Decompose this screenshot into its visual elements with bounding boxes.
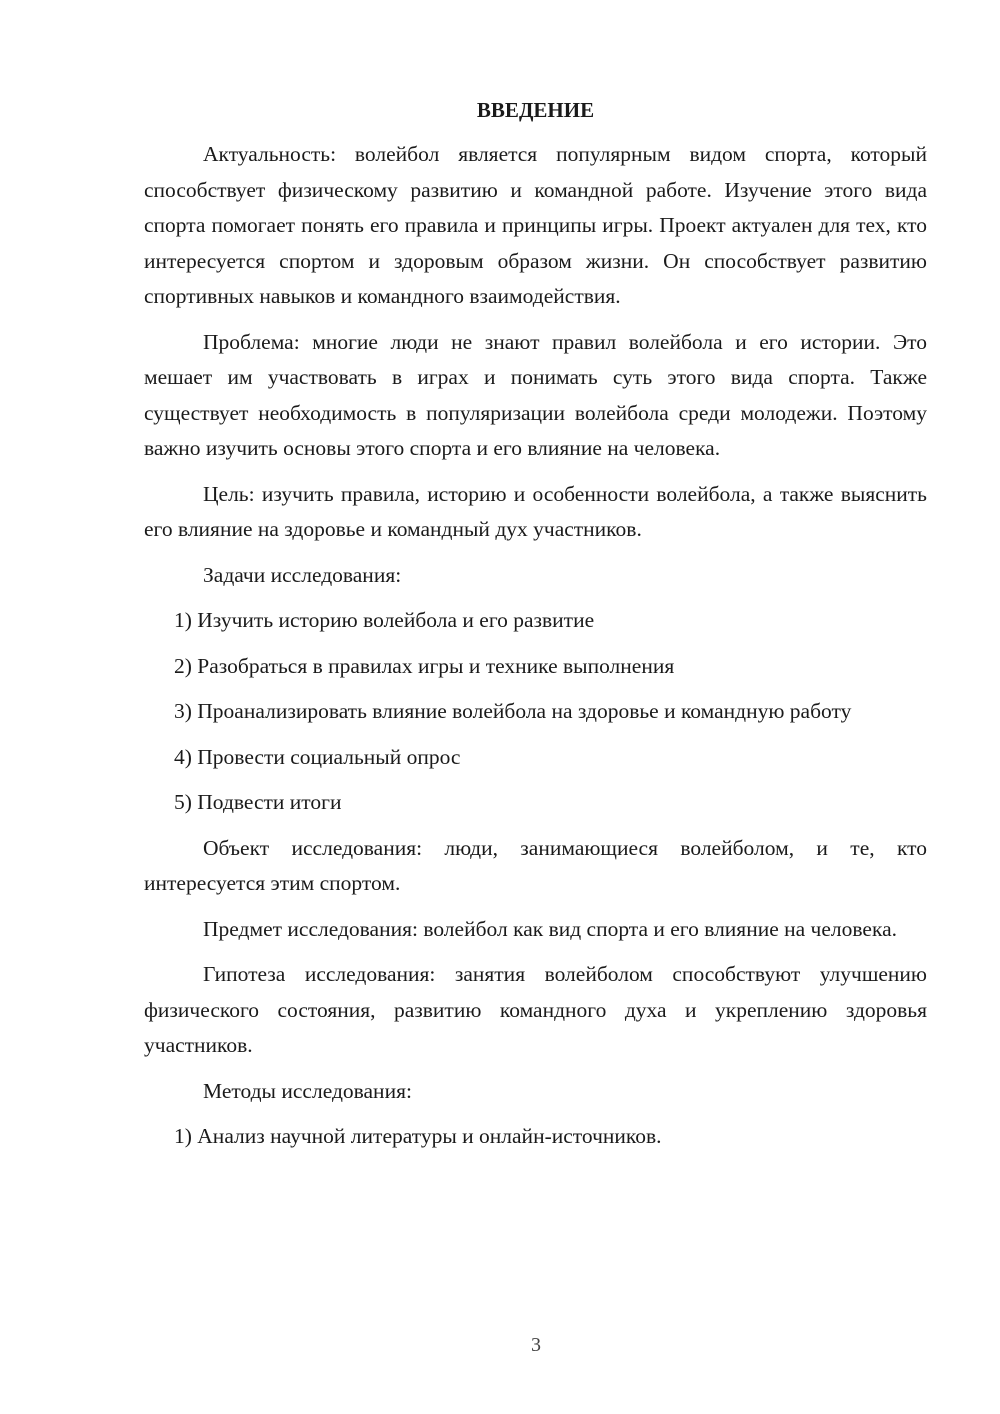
task-item: 1) Изучить историю волейбола и его развитие xyxy=(174,608,595,632)
methods-heading: Методы исследования: xyxy=(203,1078,412,1103)
tasks-heading: Задачи исследования: xyxy=(203,562,402,587)
task-item: 4) Провести социальный опрос xyxy=(174,744,461,769)
task-item: 3) Проанализировать влияние волейбола на здоровье и командную работу xyxy=(174,699,852,723)
goal-paragraph: Цель: изучить правила, историю и особенности волейбола, а также выяснить его влияние на здоровье и командный дух участников. xyxy=(144,481,927,541)
subject-paragraph: Предмет исследования: волейбол как вид спорта и его влияние на человека. xyxy=(203,916,897,941)
hypothesis-paragraph: Гипотеза исследования: занятия волейболом способствуют улучшению физического состояния, развитию командного духа и укреплению здоровья участников. xyxy=(144,962,927,1057)
section-title: ВВЕДЕНИЕ xyxy=(476,98,595,122)
task-item: 2) Разобраться в правилах игры и технике выполнения xyxy=(174,653,675,678)
document-page xyxy=(144,92,927,1165)
problem-paragraph: Проблема: многие люди не знают правил волейбола и его истории. Это мешает им участвовать в играх и понимать суть этого вида спорта. Также существует необходимость в популяризации волейбола среди молодежи. Поэтому важно изучить основы этого спорта и его влияние на человека. xyxy=(144,329,927,460)
page-number: 3 xyxy=(531,1334,541,1356)
object-paragraph: Объект исследования: люди, занимающиеся волейболом, и те, кто интересуется этим спортом. xyxy=(144,835,927,895)
task-item: 5) Подвести итоги xyxy=(174,790,342,814)
relevance-paragraph: Актуальность: волейбол является популярным видом спорта, который способствует физическому развитию и командной работе. Изучение этого вида спорта помогает понять его правила и принципы игры. Проект актуален для тех, кто интересуется спортом и здоровым образом жизни. Он способствует развитию спортивных навыков и командного взаимодействия. xyxy=(144,142,927,308)
method-item: 1) Анализ научной литературы и онлайн-источников. xyxy=(174,1124,662,1148)
